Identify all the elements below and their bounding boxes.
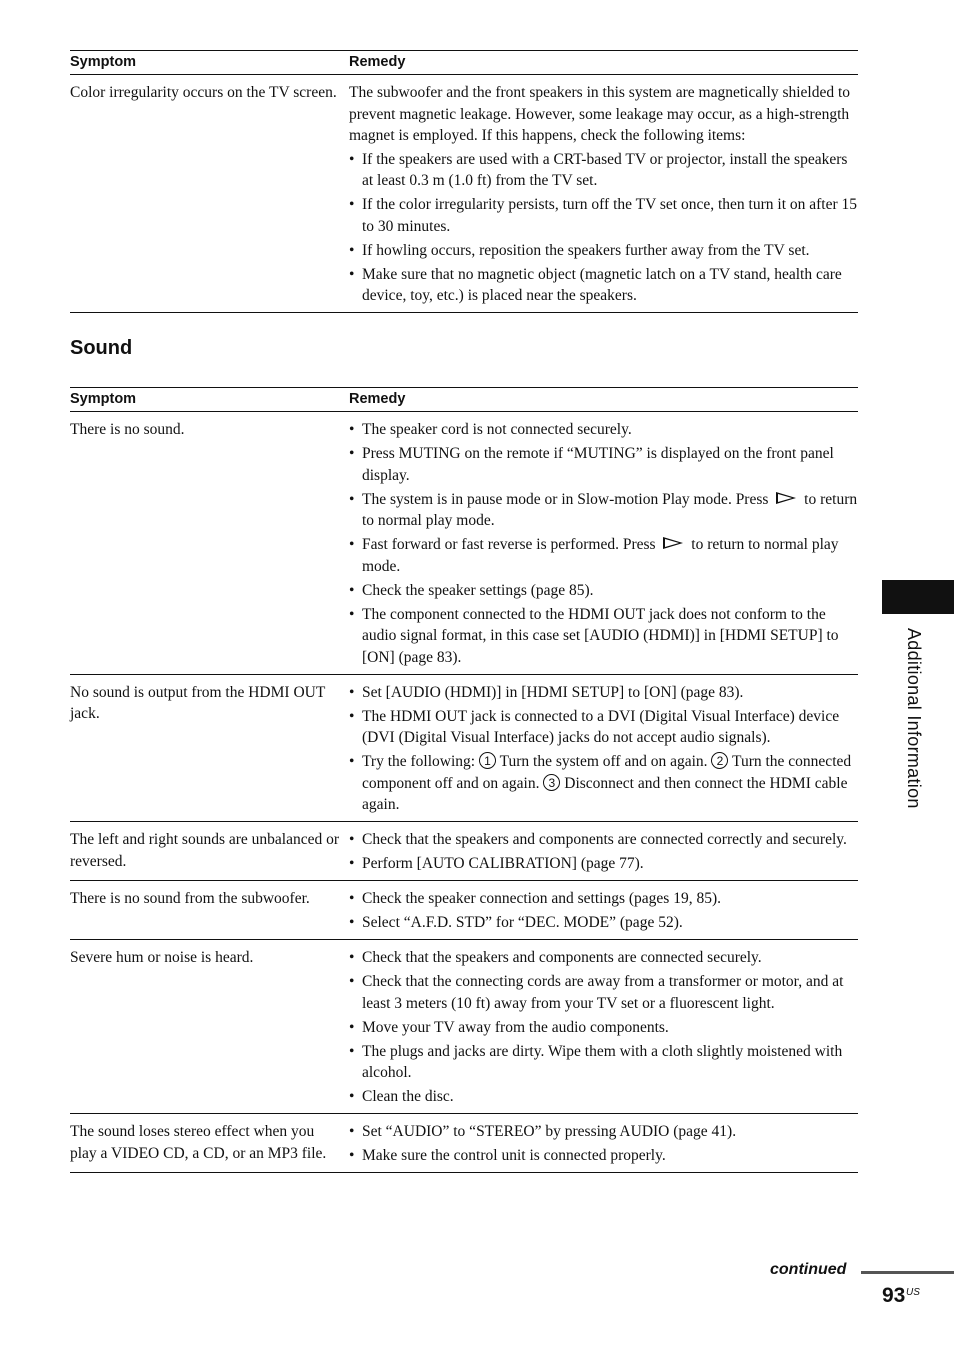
list-item — [349, 489, 858, 532]
remedy-list — [349, 947, 858, 1108]
list-item: • The component connected to the HDMI OUT jack does not conform to the audio signal format, in this case set [AUDIO (HDMI)] in [HDMI SETUP] to [ON] (page 83). — [349, 604, 858, 669]
item-text: The system is in pause mode or in Slow-motion Play mode. Press — [362, 490, 769, 508]
remedy-list — [349, 149, 858, 307]
remedy-header: Remedy — [349, 51, 858, 75]
list-item: • The speaker cord is not connected securely. — [349, 419, 858, 441]
remedy-list — [349, 682, 858, 816]
symptom-cell: No sound is output from the HDMI OUT jack. — [70, 674, 349, 822]
table-row — [70, 940, 858, 1114]
continued-label: continued — [770, 1261, 847, 1278]
circled-number-1-icon: 1 — [479, 752, 496, 769]
remedy-list — [349, 888, 858, 934]
continued-rule — [861, 1271, 954, 1274]
display-troubleshooting-table — [70, 50, 858, 313]
list-item: • If howling occurs, reposition the speakers further away from the TV set. — [349, 240, 858, 262]
play-icon — [663, 537, 683, 549]
item-text: Fast forward or fast reverse is performed. Press — [362, 536, 656, 553]
list-item: • If the speakers are used with a CRT-based TV or projector, install the speakers at least 0.3 m (1.0 ft) from the TV set. — [349, 149, 858, 192]
list-item: • The HDMI OUT jack is connected to a DVI (Digital Visual Interface) device (DVI (Digital Visual Interface) jacks do not accept audio signals). — [349, 706, 858, 749]
symptom-cell: There is no sound from the subwoofer. — [70, 881, 349, 940]
table-row — [70, 75, 858, 313]
remedy-cell — [349, 881, 858, 940]
remedy-cell — [349, 412, 858, 675]
list-item: • Perform [AUTO CALIBRATION] (page 77). — [349, 853, 858, 875]
remedy-list — [349, 419, 858, 668]
section-title: Sound — [70, 337, 133, 359]
list-item: • Move your TV away from the audio components. — [349, 1017, 858, 1039]
list-item: • Set “AUDIO” to “STEREO” by pressing AUDIO (page 41). — [349, 1121, 858, 1143]
remedy-cell — [349, 75, 858, 313]
play-icon — [776, 492, 796, 504]
side-tab-label: Additional Information — [904, 628, 924, 809]
symptom-cell: There is no sound. — [70, 412, 349, 675]
list-item: • Press MUTING on the remote if “MUTING” is displayed on the front panel display. — [349, 443, 858, 486]
circled-number-2-icon: 2 — [711, 752, 728, 769]
table-header-row — [70, 388, 858, 412]
remedy-header: Remedy — [349, 388, 858, 412]
remedy-cell — [349, 822, 858, 881]
item-text: to return to normal play mode. — [362, 536, 839, 575]
remedy-cell — [349, 674, 858, 822]
remedy-cell — [349, 1114, 858, 1173]
symptom-cell: Severe hum or noise is heard. — [70, 940, 349, 1114]
list-item: • The plugs and jacks are dirty. Wipe them with a cloth slightly moistened with alcohol. — [349, 1041, 858, 1084]
page-number: 93 — [882, 1284, 906, 1307]
list-item: • Make sure the control unit is connected properly. — [349, 1145, 858, 1167]
table-row — [70, 674, 858, 822]
symptom-cell: The sound loses stereo effect when you play a VIDEO CD, a CD, or an MP3 file. — [70, 1114, 349, 1173]
list-item — [349, 534, 858, 577]
list-item: • Set [AUDIO (HDMI)] in [HDMI SETUP] to [ON] (page 83). — [349, 682, 858, 704]
table-row — [70, 412, 858, 675]
list-item: • Check the speaker connection and settings (pages 19, 85). — [349, 888, 858, 910]
remedy-intro: The subwoofer and the front speakers in this system are magnetically shielded to prevent magnetic leakage. However, some leakage may occur, as a high-strength magnet is employed. If this happens, check the following items: — [349, 84, 851, 144]
remedy-list — [349, 1121, 858, 1167]
remedy-cell — [349, 940, 858, 1114]
list-item: • Check that the speakers and components are connected correctly and securely. — [349, 829, 858, 851]
list-item — [349, 751, 858, 816]
circled-number-3-icon: 3 — [543, 774, 560, 791]
table-row — [70, 1114, 858, 1173]
page-number-suffix: US — [906, 1287, 920, 1298]
list-item: • Check the speaker settings (page 85). — [349, 580, 858, 602]
symptom-cell: Color irregularity occurs on the TV screen. — [70, 75, 349, 313]
remedy-list — [349, 829, 858, 875]
table-row — [70, 881, 858, 940]
side-tab-marker — [882, 580, 954, 614]
list-item: • Make sure that no magnetic object (magnetic latch on a TV stand, health care device, toy, etc.) is placed near the speakers. — [349, 264, 858, 307]
list-item: • Clean the disc. — [349, 1086, 858, 1108]
item-text: Try the following: — [362, 753, 476, 770]
symptom-cell: The left and right sounds are unbalanced or reversed. — [70, 822, 349, 881]
list-item: • Select “A.F.D. STD” for “DEC. MODE” (page 52). — [349, 912, 858, 934]
list-item: • Check that the connecting cords are away from a transformer or motor, and at least 3 meters (10 ft) away from your TV set or a fluorescent light. — [349, 971, 858, 1014]
item-text: Disconnect and then connect the HDMI cable again. — [362, 774, 848, 813]
item-text: to return to normal play mode. — [362, 490, 858, 529]
item-text: Turn the system off and on again. — [499, 753, 708, 770]
sound-troubleshooting-table — [70, 387, 858, 1173]
list-item: • Check that the speakers and components are connected securely. — [349, 947, 858, 969]
table-header-row — [70, 51, 858, 75]
symptom-header: Symptom — [70, 51, 349, 75]
table-row — [70, 822, 858, 881]
item-text: Turn the connected component off and on again. — [362, 753, 852, 792]
list-item: • If the color irregularity persists, turn off the TV set once, then turn it on after 15 to 30 minutes. — [349, 194, 858, 237]
symptom-header: Symptom — [70, 388, 349, 412]
